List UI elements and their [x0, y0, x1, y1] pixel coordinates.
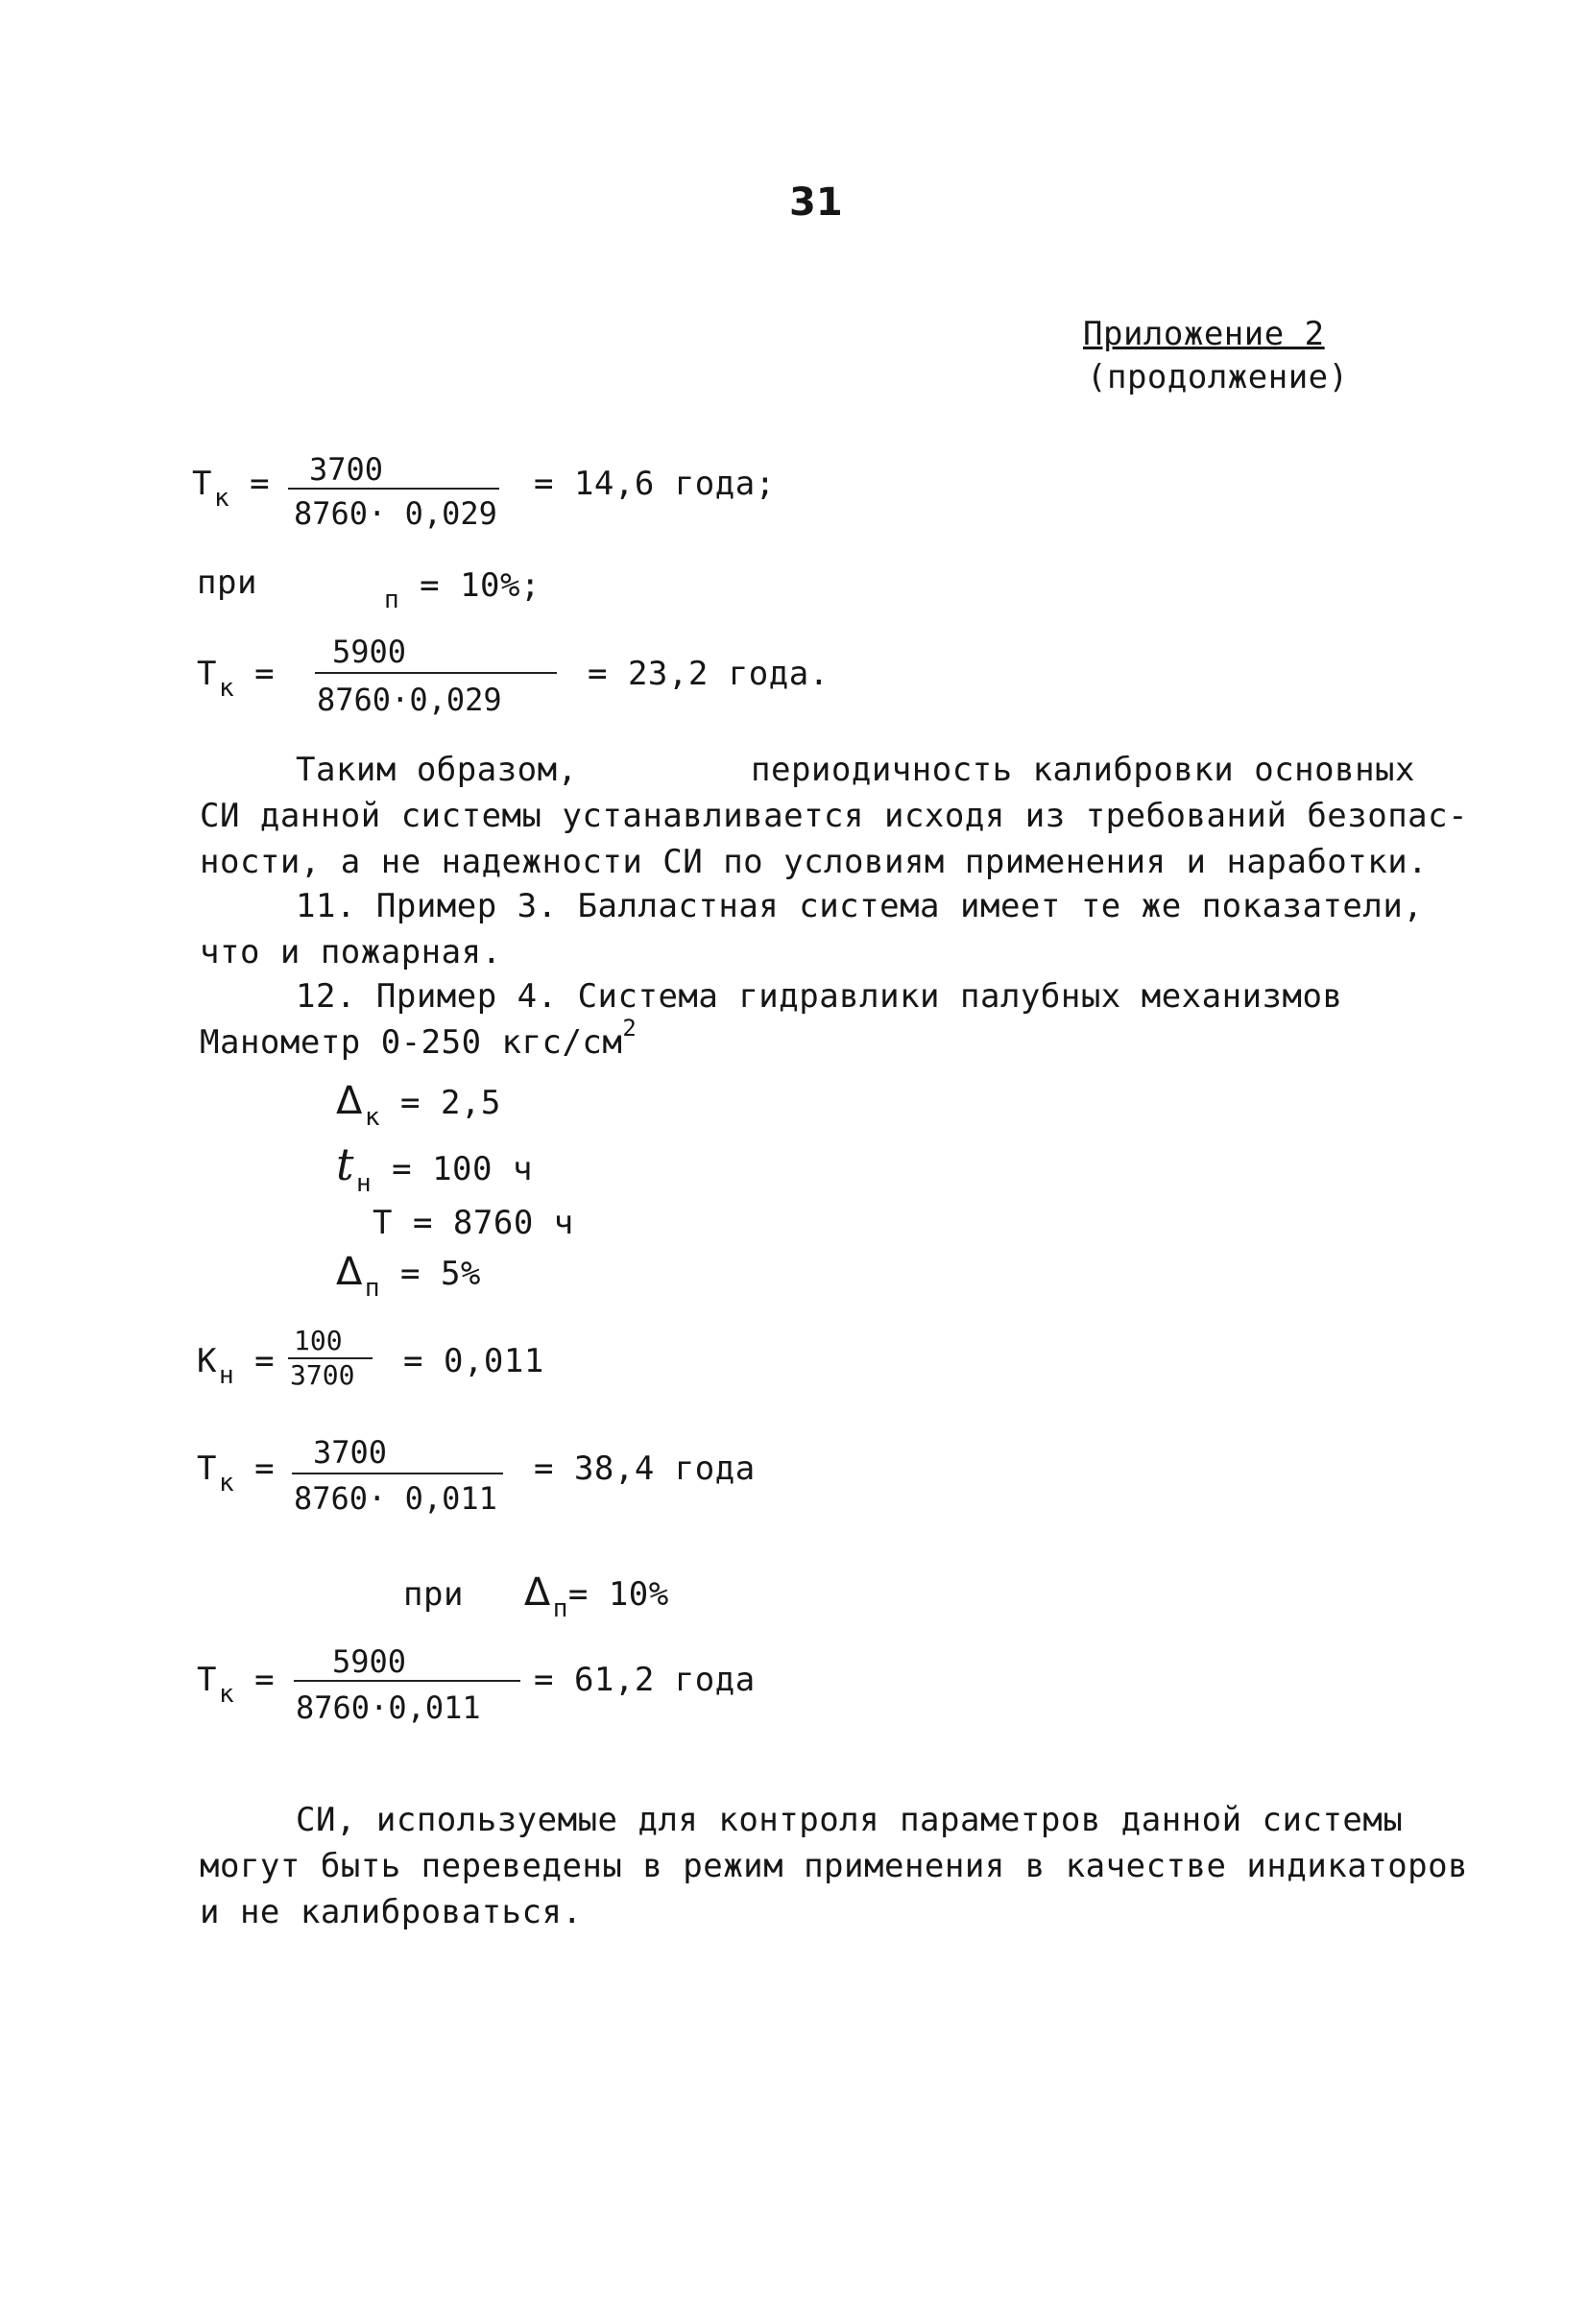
fraction-numerator: 5900: [332, 1643, 407, 1680]
fraction-bar: [315, 672, 557, 674]
fraction-denominator: 8760·0,011: [296, 1689, 481, 1726]
formula-result: = 38,4 года: [534, 1450, 756, 1488]
paragraph-1-line-2: СИ данной системы устанавливается исходя из требований безопас-: [200, 797, 1469, 835]
formula-lhs: $Т_к$ =: [192, 465, 271, 513]
closing-line-3: и не калиброваться.: [200, 1893, 583, 1931]
param-delta-p: $\Delta_п = 5\%$: [336, 1250, 481, 1303]
appendix-title: Приложение 2: [1083, 315, 1325, 353]
condition-2: при $\Delta_п= 10\%$: [403, 1570, 669, 1623]
param-delta-k: $\Delta_к = 2,5$: [336, 1079, 501, 1132]
condition-value: $_п$ = 10%;: [384, 566, 541, 614]
formula-lhs: $Т_к$ =: [197, 1661, 276, 1709]
formula-result: = 14,6 года;: [534, 465, 776, 503]
paragraph-2-line-2: что и пожарная.: [200, 933, 502, 971]
appendix-subtitle: (продолжение): [1087, 358, 1349, 396]
fraction-bar: [292, 1473, 503, 1474]
fraction-denominator: 8760· 0,029: [294, 495, 497, 532]
fraction-numerator: 100: [294, 1325, 343, 1356]
paragraph-1-line-3: ности, а не надежности СИ по условиям применения и наработки.: [200, 843, 1429, 881]
page-number: 31: [789, 180, 843, 225]
paragraph-3-line-2: Манометр 0-250 кгс/$см^2$: [200, 1015, 638, 1062]
fraction-denominator: 8760·0,029: [317, 682, 502, 718]
paragraph-2-line-1: 11. Пример 3. Балластная система имеет те же показатели,: [296, 887, 1424, 925]
fraction-numerator: 5900: [332, 634, 407, 670]
formula-lhs: $К_н$ =: [197, 1342, 276, 1390]
fraction-denominator: 8760· 0,011: [294, 1480, 497, 1517]
formula-lhs: $Т_к$ =: [197, 1450, 276, 1497]
param-T: Т = 8760 ч: [373, 1204, 574, 1242]
formula-result: = 0,011: [403, 1342, 544, 1380]
param-t-n: $t_н = 100$ ч: [336, 1138, 533, 1198]
paragraph-1-line-1b: периодичность калибровки основных: [751, 751, 1416, 789]
fraction-bar: [294, 1680, 520, 1682]
formula-result: = 23,2 года.: [588, 655, 830, 693]
fraction-bar: [288, 488, 499, 490]
fraction-numerator: 3700: [309, 451, 384, 488]
fraction-denominator: 3700: [290, 1359, 355, 1391]
paragraph-3-line-1: 12. Пример 4. Система гидравлики палубных механизмов: [296, 977, 1343, 1016]
formula-lhs: $Т_к$ =: [197, 655, 276, 703]
paragraph-1-line-1a: Таким образом,: [296, 751, 578, 789]
closing-line-1: СИ, используемые для контроля параметров данной системы: [296, 1801, 1404, 1839]
formula-result: = 61,2 года: [534, 1661, 756, 1699]
closing-line-2: могут быть переведены в режим применения в качестве индикаторов: [200, 1847, 1469, 1885]
fraction-numerator: 3700: [313, 1434, 388, 1471]
condition-word: при: [197, 563, 257, 602]
